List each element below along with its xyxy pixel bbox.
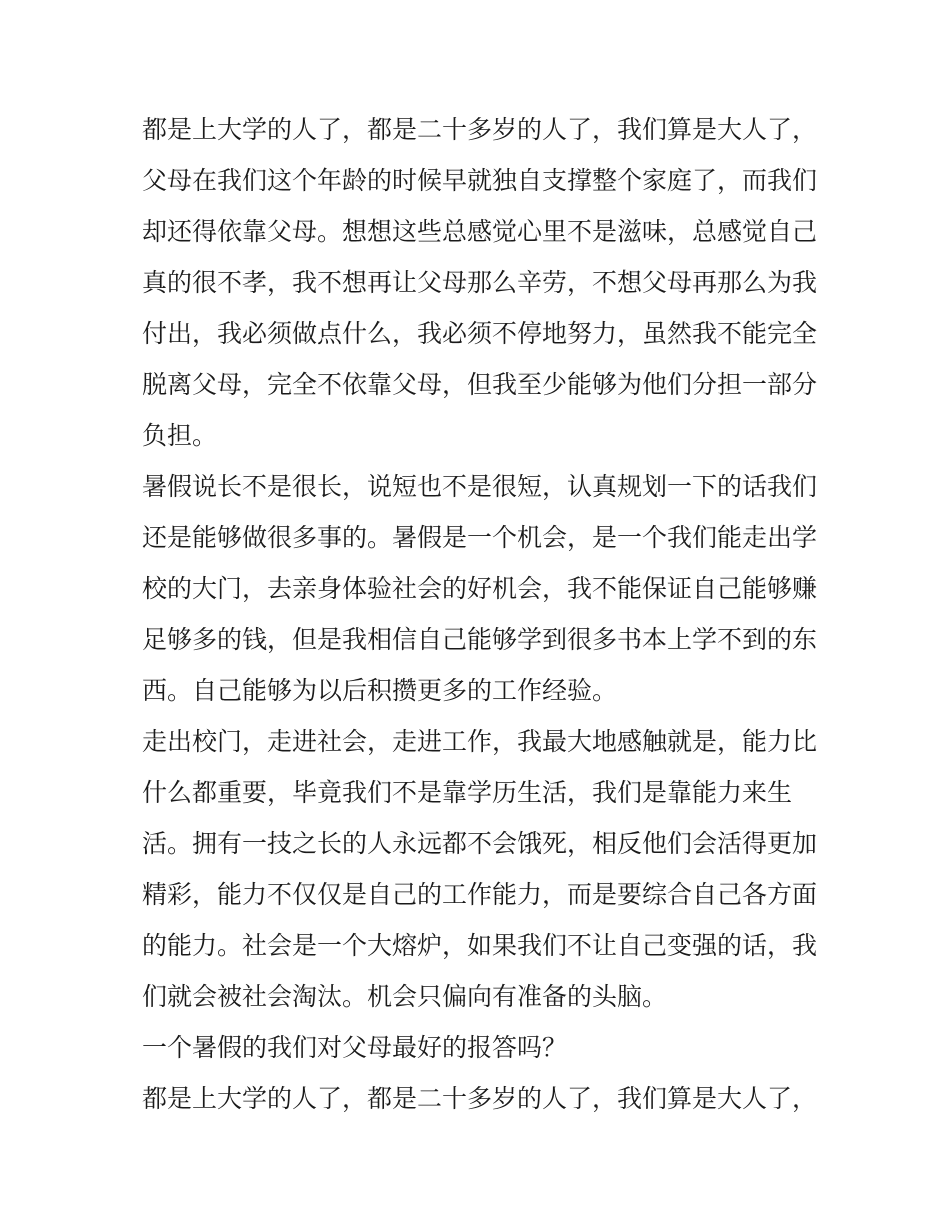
text-line: 脱离父母，完全不依靠父母，但我至少能够为他们分担一部分 (142, 370, 818, 399)
document-body (142, 104, 842, 1124)
text-line: 们就会被社会淘汰。机会只偏向有准备的头脑。 (142, 982, 668, 1011)
text-line: 都是上大学的人了，都是二十多岁的人了，我们算是大人了， (142, 1084, 818, 1113)
text-line: 足够多的钱，但是我相信自己能够学到很多书本上学不到的东 (142, 625, 818, 654)
text-line: 还是能够做很多事的。暑假是一个机会，是一个我们能走出学 (142, 523, 818, 552)
text-line: 父母在我们这个年龄的时候早就独自支撑整个家庭了，而我们 (142, 166, 818, 195)
text-line: 的能力。社会是一个大熔炉，如果我们不让自己变强的话，我 (142, 931, 818, 960)
text-line: 活。拥有一技之长的人永远都不会饿死，相反他们会活得更加 (142, 829, 818, 858)
text-line: 走出校门，走进社会，走进工作，我最大地感触就是，能力比 (142, 727, 818, 756)
text-line: 暑假说长不是很长，说短也不是很短，认真规划一下的话我们 (142, 472, 818, 501)
text-line: 什么都重要，毕竟我们不是靠学历生活，我们是靠能力来生 (142, 778, 793, 807)
text-line: 负担。 (142, 421, 218, 450)
text-line: 校的大门，去亲身体验社会的好机会，我不能保证自己能够赚 (142, 574, 818, 603)
text-line: 付出，我必须做点什么，我必须不停地努力，虽然我不能完全 (142, 319, 818, 348)
text-line: 西。自己能够为以后积攒更多的工作经验。 (142, 676, 618, 705)
text-line: 都是上大学的人了，都是二十多岁的人了，我们算是大人了， (142, 115, 818, 144)
text-line: 一个暑假的我们对父母最好的报答吗？ (142, 1033, 568, 1062)
text-line: 精彩，能力不仅仅是自己的工作能力，而是要综合自己各方面 (142, 880, 818, 909)
text-line: 真的很不孝，我不想再让父母那么辛劳，不想父母再那么为我 (142, 268, 818, 297)
text-line: 却还得依靠父母。想想这些总感觉心里不是滋味，总感觉自己 (142, 217, 818, 246)
